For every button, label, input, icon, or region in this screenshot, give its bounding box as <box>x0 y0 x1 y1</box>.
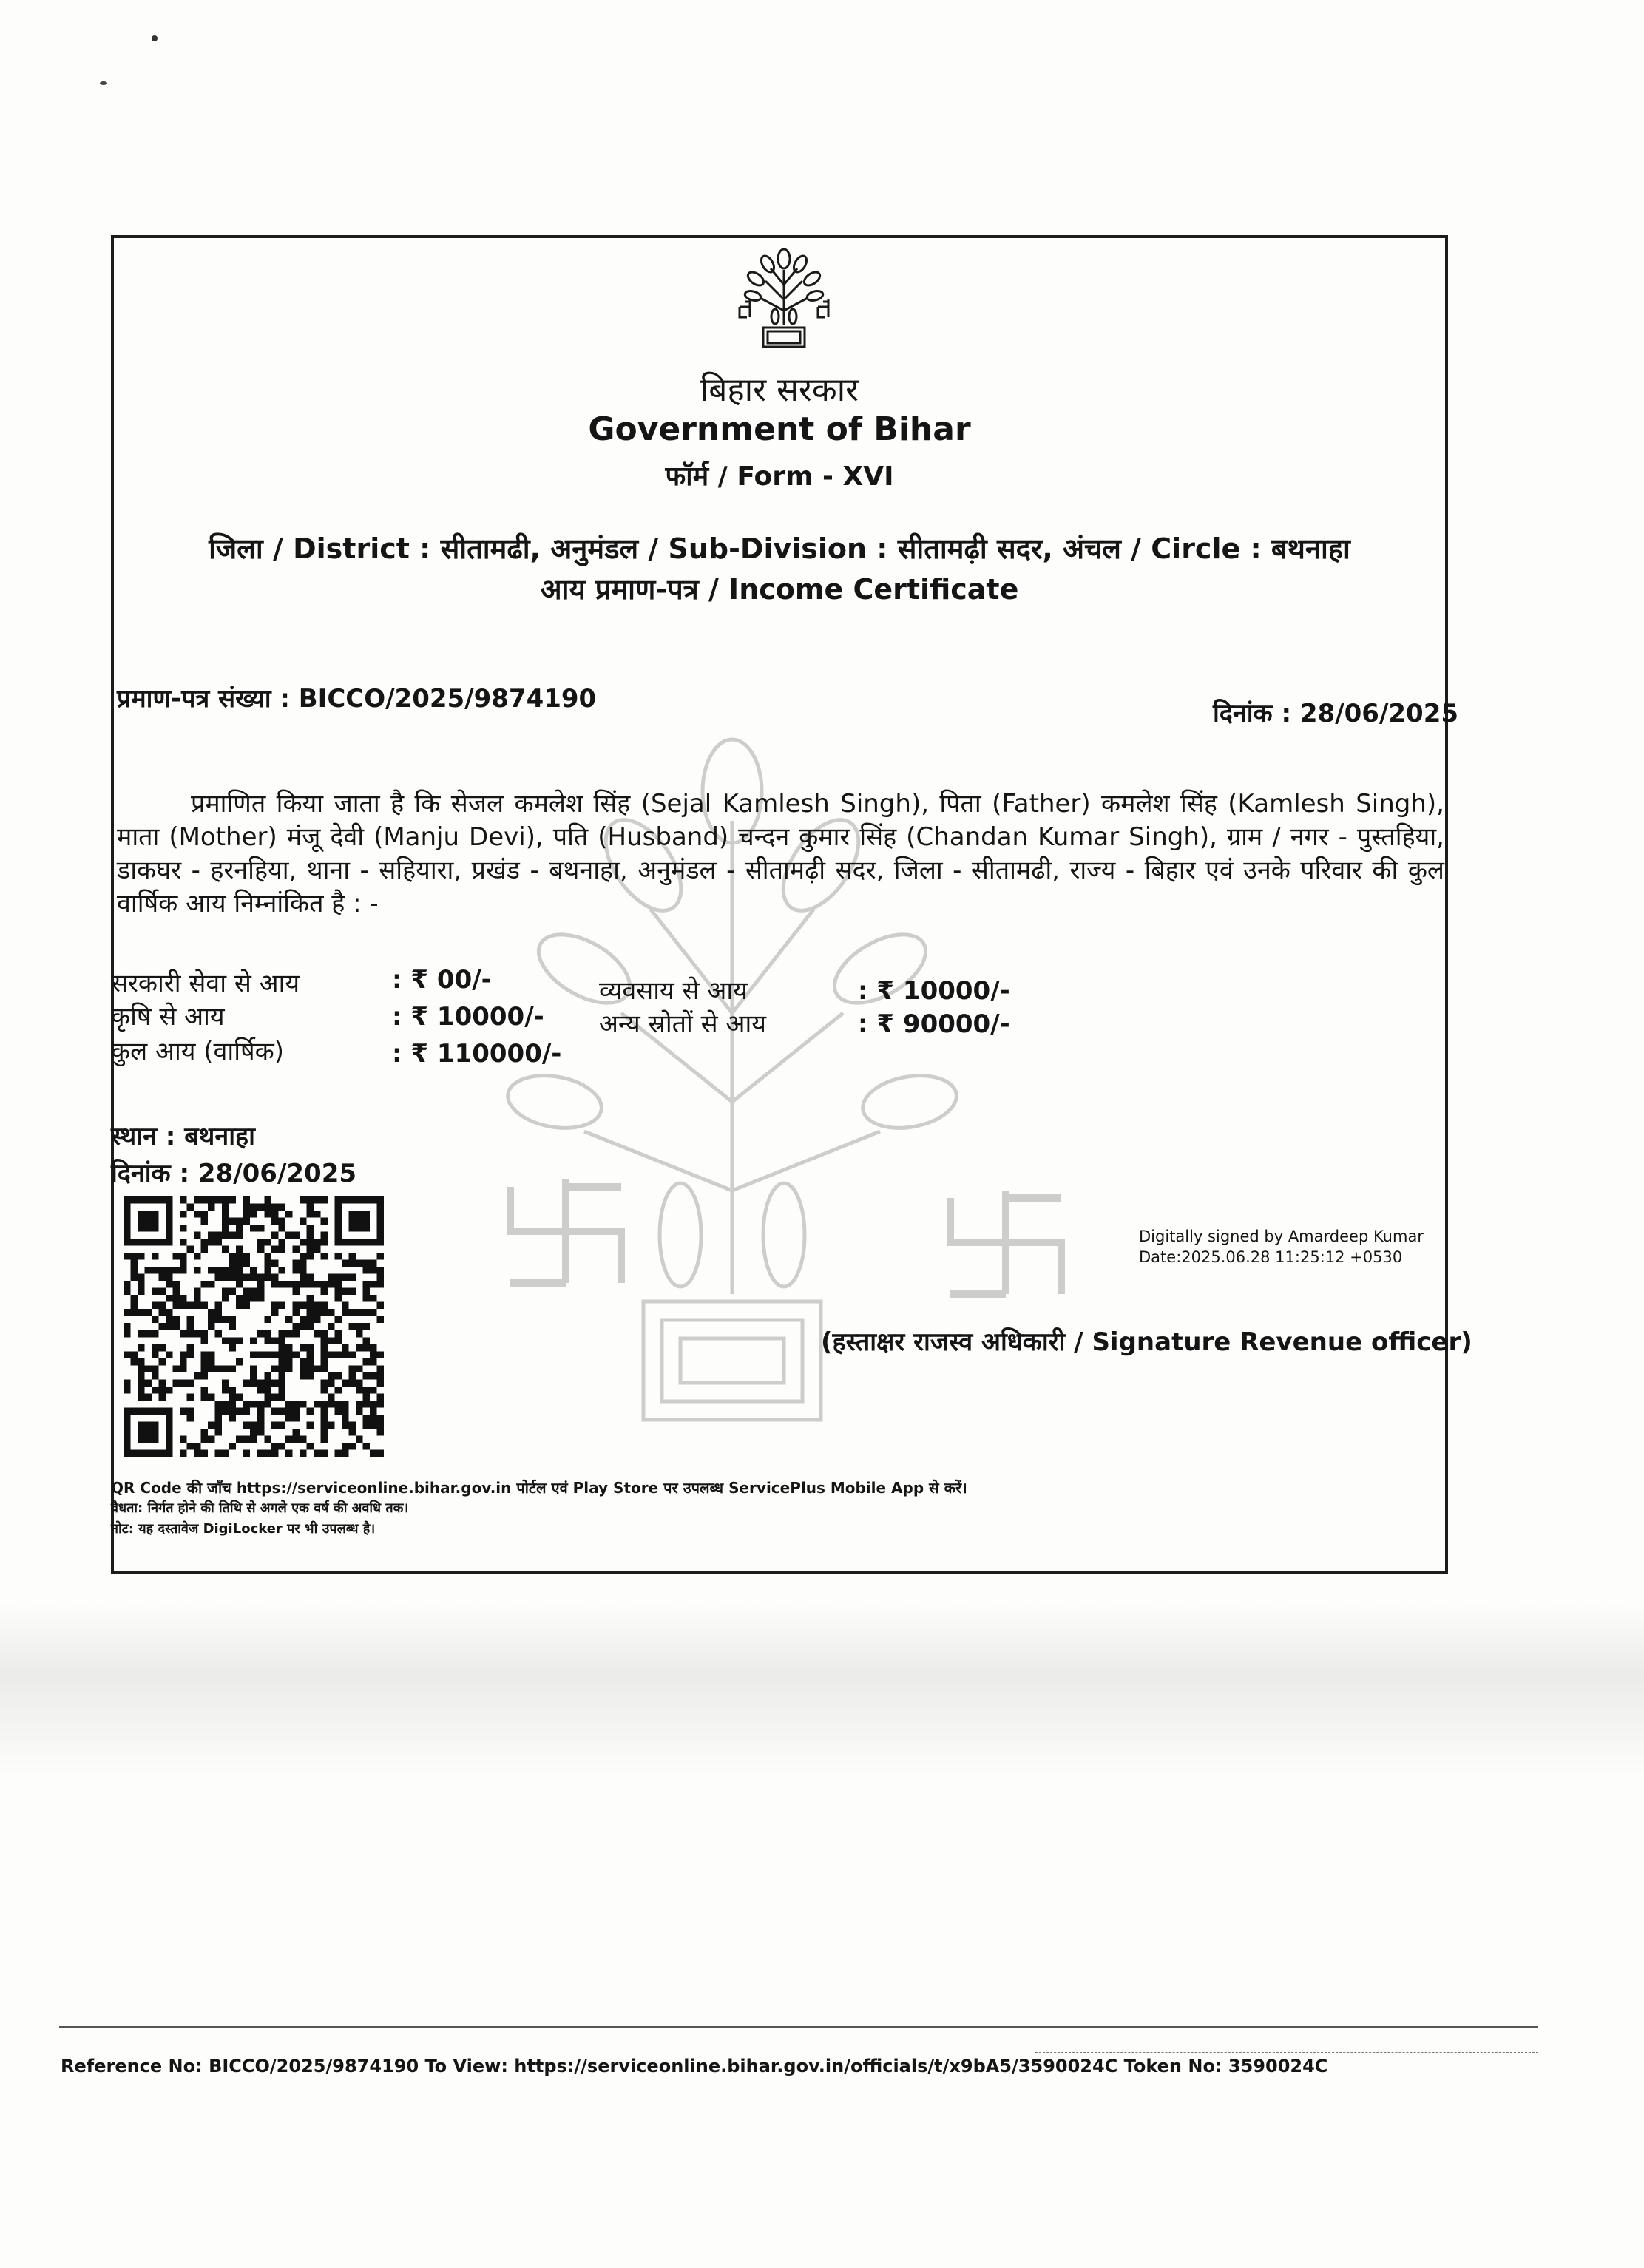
digital-signature-name: Digitally signed by Amardeep Kumar <box>1139 1228 1424 1245</box>
business-income-label: व्यवसाय से आय <box>599 976 748 1006</box>
digilocker-note: नोट: यह दस्तावेज DigiLocker पर भी उपलब्ध है। <box>111 1521 376 1537</box>
certificate-number: प्रमाण-पत्र संख्या : BICCO/2025/9874190 <box>117 684 597 714</box>
total-income-label: कुल आय (वार्षिक) <box>111 1037 285 1066</box>
agri-income-value: : ₹ 10000/- <box>392 1002 544 1032</box>
place-date: दिनांक : 28/06/2025 <box>111 1159 357 1188</box>
swastika-watermark-icon <box>936 1183 1076 1309</box>
title-english: Government of Bihar <box>588 410 971 448</box>
total-income-value: : ₹ 110000/- <box>392 1039 562 1069</box>
scan-smudge <box>0 1605 1644 1775</box>
qr-code-icon <box>117 1196 390 1457</box>
other-income-value: : ₹ 90000/- <box>858 1009 1010 1039</box>
qr-verification-note: QR Code की जाँच https://serviceonline.bihar.gov.in पोर्टल एवं Play Store पर उपलब्ध ServicePlus Mobile App से करें। <box>111 1479 967 1497</box>
reference-line: Reference No: BICCO/2025/9874190 To View: https://serviceonline.bihar.gov.in/officials/t/x9bA5/3590024C Token No: 3590024C <box>61 2056 1328 2076</box>
govt-income-value: : ₹ 00/- <box>392 965 492 995</box>
title-hindi: बिहार सरकार <box>700 371 859 409</box>
business-income-value: : ₹ 10000/- <box>858 976 1010 1006</box>
agri-income-label: कृषि से आय <box>111 1002 225 1032</box>
paper-speck <box>100 81 107 85</box>
issue-date: दिनांक : 28/06/2025 <box>1213 699 1459 728</box>
reference-rule-bottom <box>1035 2052 1538 2053</box>
certificate-statement: प्रमाणित किया जाता है कि सेजल कमलेश सिंह (Sejal Kamlesh Singh), पिता (Father) कमलेश सिंह (Kamlesh Singh), माता (Mother) मंजू देवी (Manju Devi), पति (Husband) चन्दन कुमार सिंह (Chandan Kumar Singh), ग्राम / नगर - पुस्तहिया, डाकघर - हरनहिया, थाना - सहियारा, प्रखंड - बथनाहा, अनुमंडल - सीतामढ़ी सदर, जिला - सीतामढी, राज्य - बिहार एवं उनके परिवार की कुल वार्षिक आय निम्नांकित है : - <box>117 789 1444 918</box>
certificate-title: आय प्रमाण-पत्र / Income Certificate <box>540 573 1019 606</box>
bodhi-tree-emblem-icon <box>725 240 843 359</box>
swastika-watermark-icon <box>495 1172 636 1298</box>
govt-income-label: सरकारी सेवा से आय <box>111 969 300 998</box>
district-line: जिला / District : सीतामढी, अनुमंडल / Sub-Division : सीतामढ़ी सदर, अंचल / Circle : बथनाहा <box>209 532 1350 565</box>
digital-signature-date: Date:2025.06.28 11:25:12 +0530 <box>1139 1248 1403 1266</box>
place: स्थान : बथनाहा <box>111 1122 255 1151</box>
reference-rule-top <box>59 2026 1538 2028</box>
paper-speck <box>152 35 158 41</box>
signature-label: (हस्ताक्षर राजस्व अधिकारी / Signature Revenue officer) <box>821 1327 1472 1357</box>
form-number: फॉर्म / Form - XVI <box>665 461 894 492</box>
other-income-label: अन्य स्रोतों से आय <box>599 1009 766 1039</box>
validity-note: वैधता: निर्गत होने की तिथि से अगले एक वर्ष की अवधि तक। <box>111 1500 409 1516</box>
